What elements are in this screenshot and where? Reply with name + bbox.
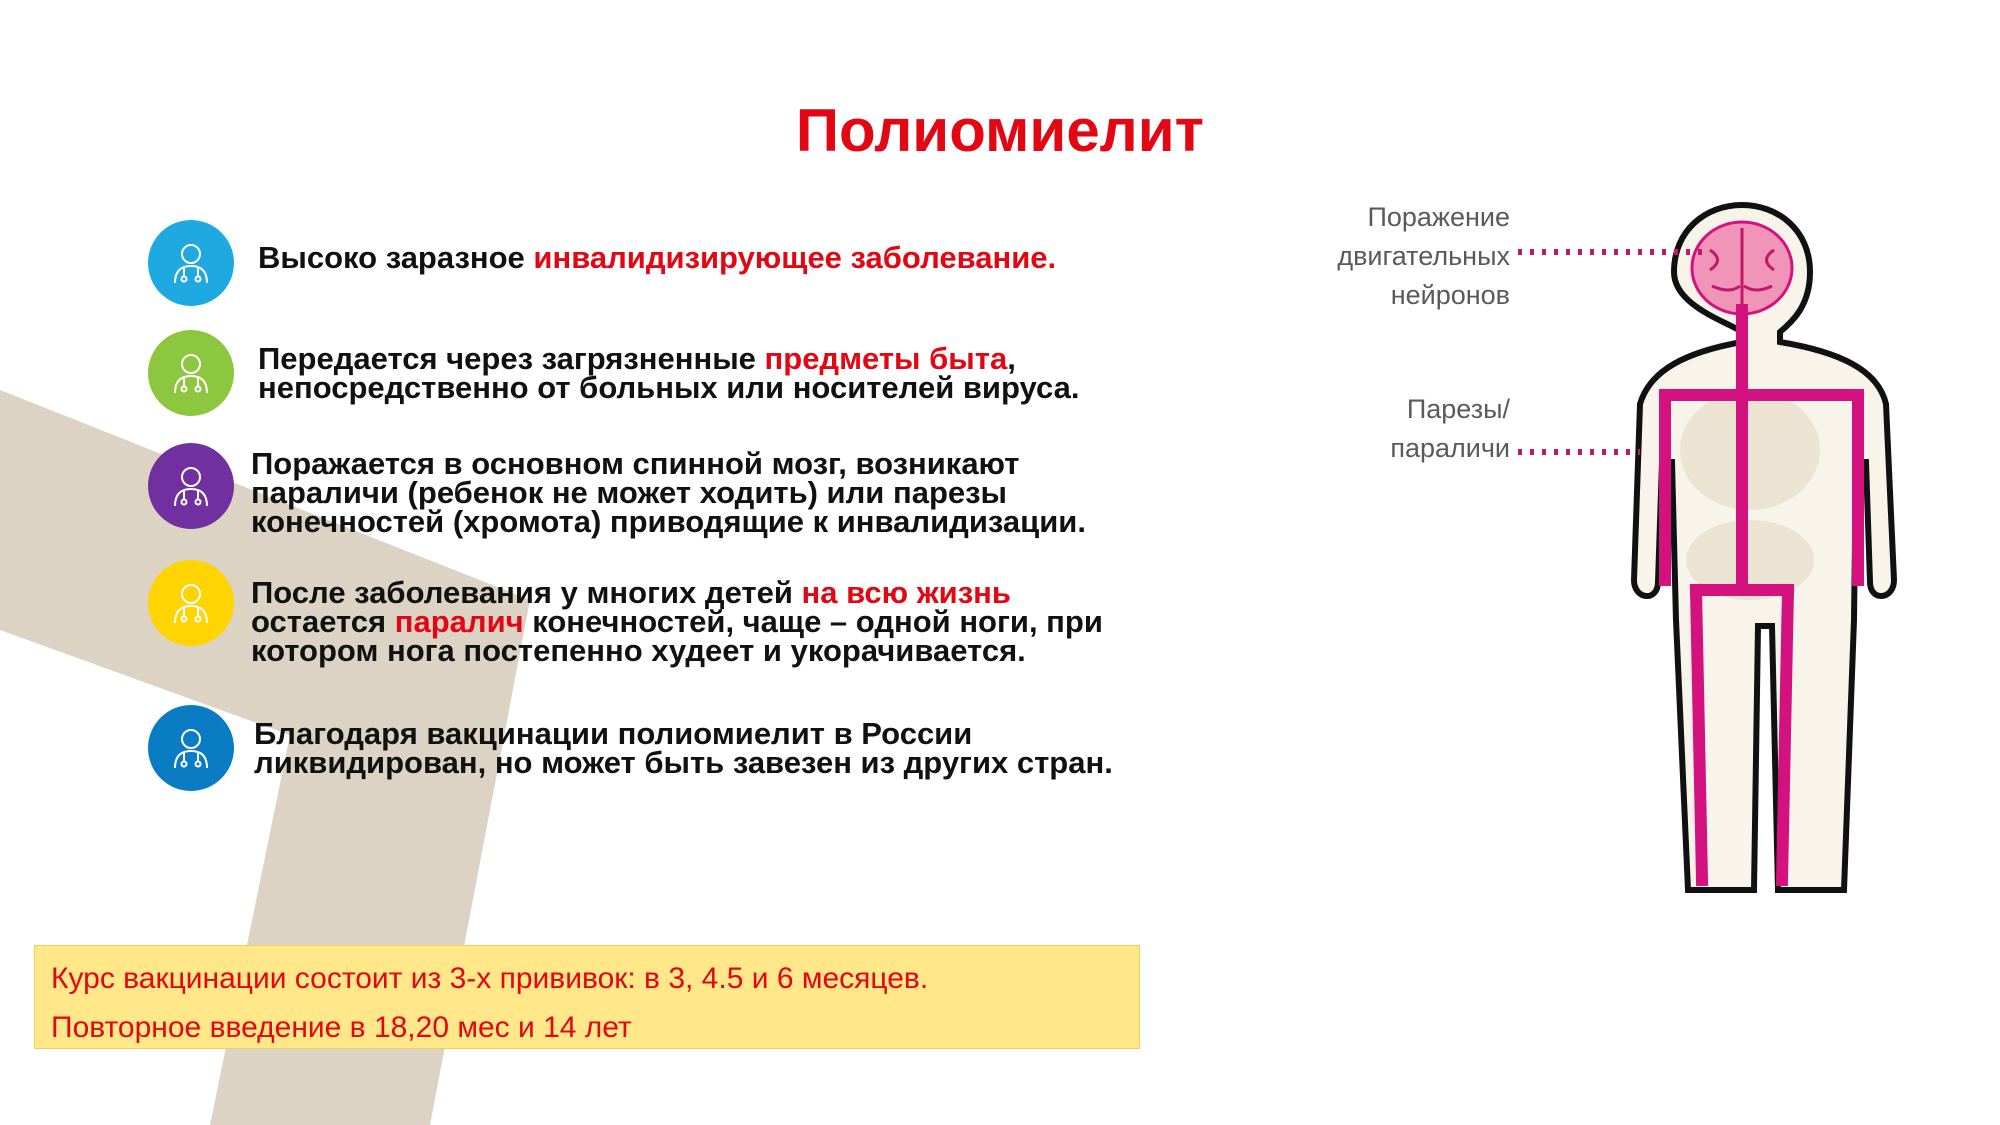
- doctor-icon: [148, 443, 234, 529]
- doctor-icon: [148, 220, 234, 306]
- item-text: Высоко заразное инвалидизирующее заболевание.: [258, 240, 1057, 275]
- page-title: Полиомиелит: [795, 97, 1205, 164]
- label-paresis: Парезы/ параличи: [1390, 394, 1510, 463]
- doctor-icon: [148, 560, 234, 646]
- item-text: Передается через загрязненные предметы быта, непосредственно от больных или носителей вируса.: [258, 341, 1080, 405]
- note-line-1: Курс вакцинации состоит из 3-х прививок: в 3, 4.5 и 6 месяцев.: [51, 962, 929, 995]
- info-item-contagious: [148, 220, 1268, 310]
- info-item-paralysis: [148, 560, 1268, 668]
- doctor-icon: [148, 705, 234, 791]
- item-text: Благодаря вакцинации полиомиелит в России ликвидирован, но может быть завезен из других стран.: [254, 716, 1113, 780]
- body-figure: [1310, 190, 1930, 910]
- human-silhouette: [1310, 190, 1930, 910]
- item-text: После заболевания у многих детей на всю жизнь остается паралич конечностей, чаще – одной ноги, при котором нога постепенно худеет и укорачивается.: [251, 575, 1103, 668]
- item-text: Поражается в основном спинной мозг, возникают параличи (ребенок не может ходить) или парезы конечностей (хромота) приводящие к инвалидизации.: [251, 446, 1086, 539]
- info-item-vaccination: [148, 705, 1268, 795]
- doctor-icon: [148, 330, 234, 416]
- info-item-transmission: [148, 330, 1268, 420]
- info-item-spinal-cord: [148, 443, 1268, 539]
- label-motor-neurons: Поражение двигательных нейронов: [1337, 202, 1510, 310]
- note-line-2: Повторное введение в 18,20 мес и 14 лет: [51, 1011, 632, 1044]
- vaccination-schedule-note: [34, 945, 1140, 1049]
